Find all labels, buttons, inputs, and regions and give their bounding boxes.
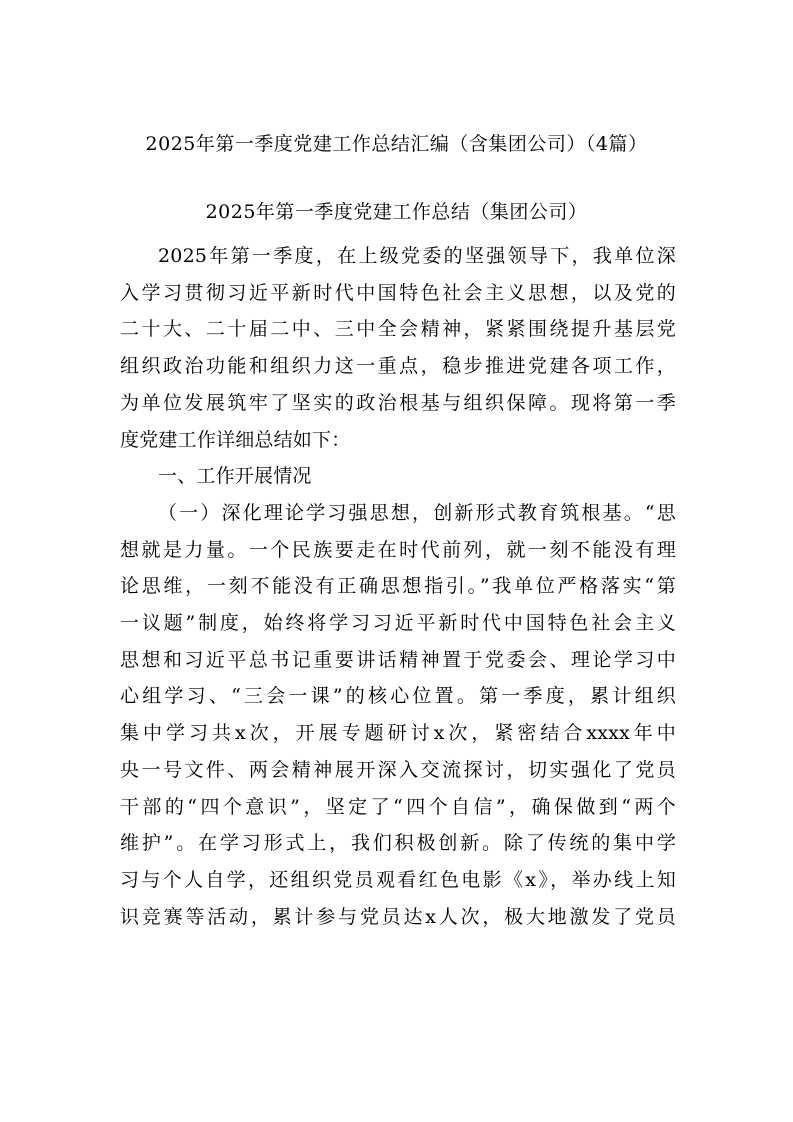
body-line: 论思维，一刻不能没有正确思想指引。”我单位严格落实“第 (120, 575, 676, 598)
body-line: 度党建工作详细总结如下： (120, 428, 351, 451)
body-line: 入学习贯彻习近平新时代中国特色社会主义思想，以及党的 (120, 281, 676, 304)
body-line: 为单位发展筑牢了坚实的政治根基与组织保障。现将第一季 (120, 391, 676, 414)
body-line: 识竞赛等活动，累计参与党员达x人次，极大地激发了党员 (120, 905, 676, 928)
body-line: 央一号文件、两会精神展开深入交流探讨，切实强化了党员 (120, 758, 676, 781)
body-line: 维护”。在学习形式上，我们积极创新。除了传统的集中学 (120, 832, 676, 855)
document-subtitle: 2025年第一季度党建工作总结（集团公司） (205, 201, 588, 223)
body-line: 二十大、二十届二中、三中全会精神，紧紧围绕提升基层党 (120, 318, 676, 341)
body-line: 一议题”制度，始终将学习习近平新时代中国特色社会主义 (120, 612, 676, 635)
body-line: 集中学习共x次，开展专题研讨x次，紧密结合xxxx年中 (120, 722, 676, 745)
body-line: 组织政治功能和组织力这一重点，稳步推进党建各项工作， (120, 355, 676, 378)
body-line: 习与个人自学，还组织党员观看红色电影《x》，举办线上知 (120, 868, 676, 891)
body-line: （一）深化理论学习强思想，创新形式教育筑根基。“思 (158, 501, 676, 524)
document-title: 2025年第一季度党建工作总结汇编（含集团公司）（4篇） (145, 133, 648, 155)
body-line: 2025年第一季度，在上级党委的坚强领导下，我单位深 (158, 245, 676, 267)
body-line: 心组学习、“三会一课”的核心位置。第一季度，累计组织 (120, 685, 676, 708)
body-line: 干部的“四个意识”，坚定了“四个自信”，确保做到“两个 (120, 795, 676, 818)
document-body (120, 238, 676, 935)
body-line: 想就是力量。一个民族要走在时代前列，就一刻不能没有理 (120, 538, 676, 561)
body-line: 思想和习近平总书记重要讲话精神置于党委会、理论学习中 (120, 648, 676, 671)
section-heading: 一、工作开展情况 (158, 465, 312, 488)
